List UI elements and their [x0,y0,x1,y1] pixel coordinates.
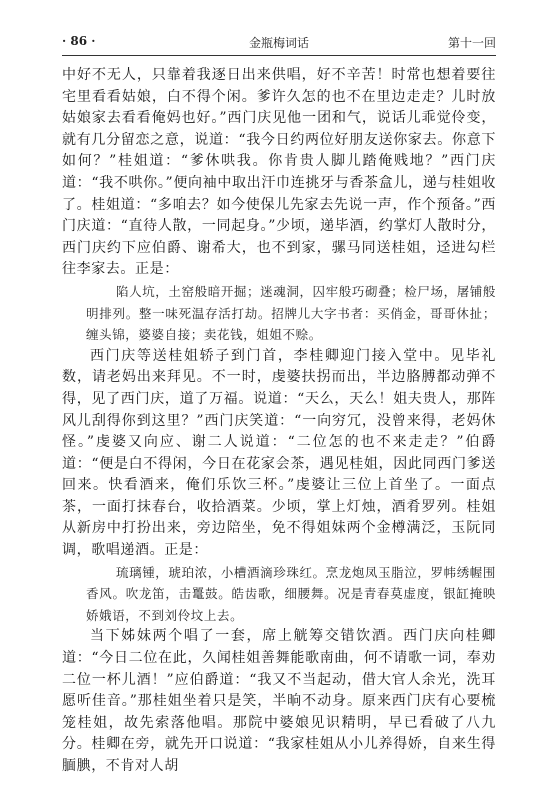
header-rule [62,55,496,56]
body-text [62,65,496,778]
paragraph-2: 西门庆等送桂姐轿子到门首，李桂卿迎门接入堂中。见毕礼数，请老妈出来拜见。不一时，虔婆扶拐而出，半边胳膊都动弹不得，见了西门庆，道了万福。说道：“天么，天么！姐夫贵人，那阵风儿刮得你到这里？”西门庆笑道：“一向穷冗，没曾来得，老妈休怪。”虔婆又向应、谢二人说道：“二位怎的也不来走走？”伯爵道：“便是白不得闲，今日在花家会茶，遇见桂姐，因此同西门爹送回来。快看酒来，俺们乐饮三杯。”虔婆让三位上首坐了。一面点茶，一面打抹春台，收拾酒菜。少顷，掌上灯烛，酒肴罗列。桂姐从新房中打扮出来，旁边陪坐，免不得姐妹两个金樽满泛，玉阮同调，歌唱递酒。正是： [62,347,496,559]
verse-2: 琉璃锺，琥珀浓，小槽酒滴珍珠红。烹龙炮凤玉脂泣，罗帏绣幄围香风。吹龙笛，击鼍鼓。皓齿歌，细腰舞。况是青春莫虚度，银缸掩映娇娥语，不到刘伶坟上去。 [86,564,496,623]
running-header [62,30,496,50]
page-number: · 86 · [62,34,96,48]
book-title: 金瓶梅词话 [248,36,309,50]
paragraph-1: 中好不无人，只靠着我逐日出来供唱，好不辛苦！时常也想着要往宅里看看姑娘，白不得个闲。爹许久怎的也不在里边走走？儿时放姑娘家去看看俺妈也好。”西门庆见他一团和气，说话儿乖觉伶变，就有几分留恋之意，说道：“我今日约两位好朋友送你家去。你意下如何？”桂姐道：“爹休哄我。你肯贵人脚儿踏俺贱地？”西门庆道：“我不哄你。”便向袖中取出汗巾连挑牙与香茶盒儿，递与桂姐收了。桂姐道：“多咱去？如今使保儿先家去先说一声，作个预备。”西门庆道：“直待人散，一同起身。”少顷，递毕酒，约掌灯人散时分，西门庆约下应伯爵、谢希大，也不到家，骡马同送桂姐，迳进勾栏往李家去。正是： [62,67,496,278]
chapter-label: 第十一回 [447,36,496,50]
verse-1: 陷人坑，土窑般暗开掘；迷魂洞，囚牢般巧砌叠；检尸场，屠铺般明排列。整一味死温存活打劫。招牌儿大字书者：买俏金，哥哥休扯；缠头锦，婆婆自接；卖花钱，姐姐不赊。 [86,283,496,343]
paragraph-3: 当下姊妹两个唱了一套，席上觥筹交错饮酒。西门庆向桂卿道：“今日二位在此，久闻桂姐善舞能歌南曲，何不请歌一词，奉劝二位一杯儿酒！”应伯爵道：“我又不当起动，借大官人余光，洗耳愿听佳音。”那桂姐坐着只是笑，半晌不动身。原来西门庆有心要梳笼桂姐，故先索落他唱。那院中婆娘见识精明，早已看破了八九分。桂卿在旁，就先开口说道：“我家桂姐从小儿养得娇，自来生得腼腆，不肯对人胡 [62,628,496,774]
